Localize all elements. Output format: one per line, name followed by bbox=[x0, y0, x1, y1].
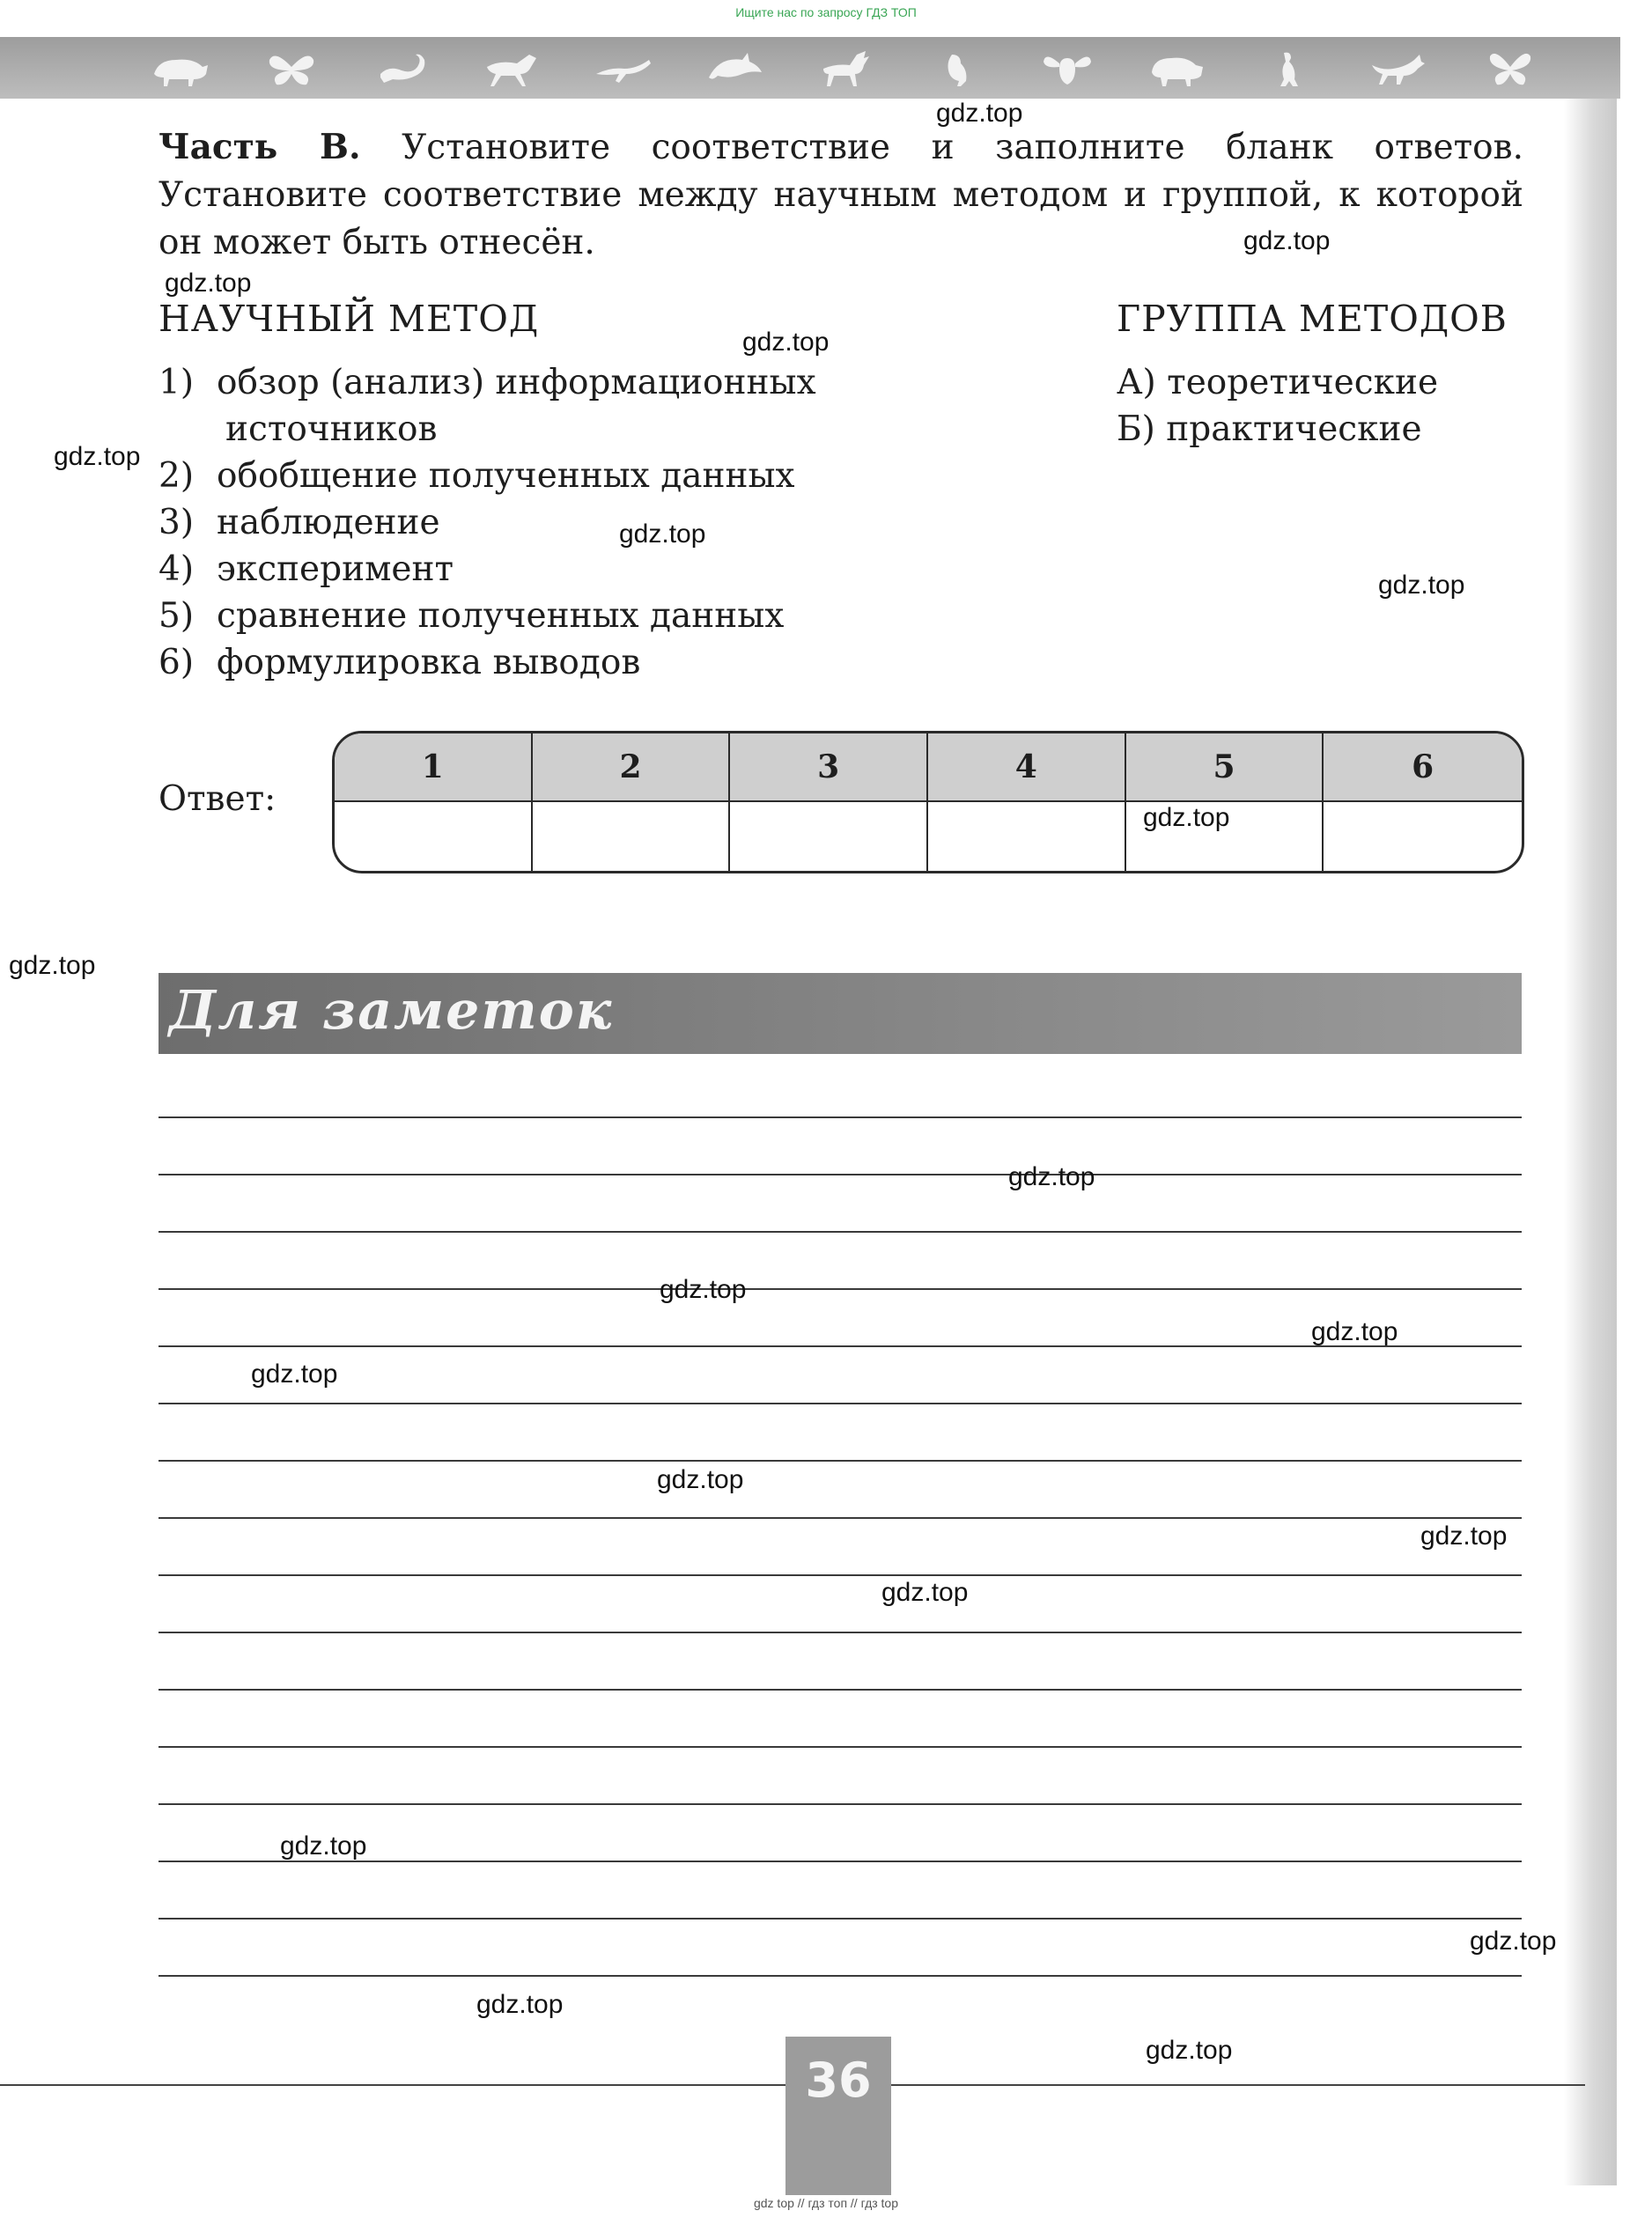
fox-icon bbox=[1368, 48, 1430, 90]
note-line bbox=[159, 1403, 1522, 1404]
watermark: gdz.top bbox=[9, 951, 96, 980]
note-line bbox=[159, 1803, 1522, 1805]
bird-icon bbox=[926, 48, 987, 90]
watermark: gdz.top bbox=[936, 99, 1023, 128]
note-line bbox=[159, 1975, 1522, 1977]
method-item: 1) обзор (анализ) информационных bbox=[159, 363, 816, 402]
watermark: gdz.top bbox=[742, 328, 830, 357]
watermark: gdz.top bbox=[660, 1275, 747, 1304]
note-line bbox=[159, 1689, 1522, 1691]
note-line bbox=[159, 1746, 1522, 1748]
method-item-continuation: источников bbox=[225, 409, 438, 449]
horse-icon bbox=[482, 48, 543, 90]
method-item: 6) формулировка выводов bbox=[159, 643, 641, 682]
method-item: 3) наблюдение bbox=[159, 503, 440, 542]
answer-cell[interactable] bbox=[533, 802, 731, 871]
note-line bbox=[159, 1632, 1522, 1633]
left-column-header: НАУЧНЫЙ МЕТОД bbox=[159, 298, 540, 340]
boar-icon bbox=[150, 48, 211, 90]
notes-header-bar bbox=[159, 973, 1522, 1054]
butterfly-icon bbox=[261, 48, 322, 90]
watermark: gdz.top bbox=[1378, 571, 1465, 600]
answer-column-header: 4 bbox=[928, 733, 1126, 802]
page-edge-shadow bbox=[1564, 37, 1617, 2185]
watermark: gdz.top bbox=[1420, 1522, 1508, 1551]
group-item: А) теоретические bbox=[1117, 363, 1439, 402]
note-line bbox=[159, 1174, 1522, 1175]
watermark: gdz.top bbox=[251, 1360, 338, 1389]
answer-label: Ответ: bbox=[159, 779, 277, 819]
note-line bbox=[159, 1231, 1522, 1233]
watermark: gdz.top bbox=[881, 1578, 969, 1607]
notes-title: Для заметок bbox=[169, 980, 614, 1042]
method-item: 2) обобщение полученных данных bbox=[159, 456, 795, 496]
note-line bbox=[159, 1288, 1522, 1290]
task-text: Установите соответствие и заполните бланк ответов. Установите соответствие между научным методом и группой, к которой он может быть отнесён. bbox=[159, 128, 1523, 262]
note-line bbox=[159, 1918, 1522, 1920]
answer-cell[interactable] bbox=[335, 802, 533, 871]
watermark: gdz.top bbox=[1143, 803, 1230, 832]
butterfly-icon bbox=[1479, 48, 1541, 90]
footer-note: gdz top // гдз топ // гдз top bbox=[753, 2196, 899, 2210]
bee-icon bbox=[1036, 48, 1098, 90]
watermark: gdz.top bbox=[1470, 1927, 1557, 1956]
note-line bbox=[159, 1460, 1522, 1462]
page-number-box bbox=[785, 2037, 891, 2195]
animal-banner bbox=[0, 37, 1620, 99]
top-note: Ищите нас по запросу ГДЗ ТОП bbox=[735, 5, 917, 19]
answer-column-header: 3 bbox=[730, 733, 928, 802]
watermark: gdz.top bbox=[54, 442, 141, 471]
method-item: 4) эксперимент bbox=[159, 549, 454, 589]
groups-list bbox=[1117, 359, 1438, 453]
watermark: gdz.top bbox=[1008, 1162, 1095, 1191]
watermark: gdz.top bbox=[1311, 1317, 1398, 1346]
answer-column-header: 5 bbox=[1126, 733, 1324, 802]
answer-cell[interactable] bbox=[928, 802, 1126, 871]
note-line bbox=[159, 1517, 1522, 1519]
moose-icon bbox=[815, 48, 876, 90]
watermark: gdz.top bbox=[280, 1831, 367, 1861]
scorpion-icon bbox=[372, 48, 433, 90]
watermark: gdz.top bbox=[165, 269, 252, 298]
part-label: Часть В. bbox=[159, 127, 361, 167]
method-item: 5) сравнение полученных данных bbox=[159, 596, 785, 636]
right-column-header: ГРУППА МЕТОДОВ bbox=[1117, 298, 1508, 340]
note-line bbox=[159, 1116, 1522, 1118]
note-line bbox=[159, 1574, 1522, 1576]
answer-column-header: 6 bbox=[1324, 733, 1522, 802]
answer-column-header: 2 bbox=[533, 733, 731, 802]
dolphin-icon bbox=[704, 48, 765, 90]
lizard-icon bbox=[593, 48, 654, 90]
watermark: gdz.top bbox=[476, 1990, 564, 2019]
watermark: gdz.top bbox=[619, 519, 706, 549]
answer-cell[interactable] bbox=[1324, 802, 1522, 871]
bison-icon bbox=[1147, 48, 1208, 90]
watermark: gdz.top bbox=[657, 1465, 744, 1494]
meerkat-icon bbox=[1257, 48, 1319, 90]
answer-column-header: 1 bbox=[335, 733, 533, 802]
watermark: gdz.top bbox=[1243, 226, 1331, 255]
methods-list bbox=[159, 359, 816, 686]
answer-cell[interactable] bbox=[730, 802, 928, 871]
answer-table bbox=[332, 731, 1524, 873]
page-number: 36 bbox=[805, 2052, 872, 2108]
group-item: Б) практические bbox=[1117, 409, 1422, 449]
watermark: gdz.top bbox=[1146, 2036, 1233, 2065]
